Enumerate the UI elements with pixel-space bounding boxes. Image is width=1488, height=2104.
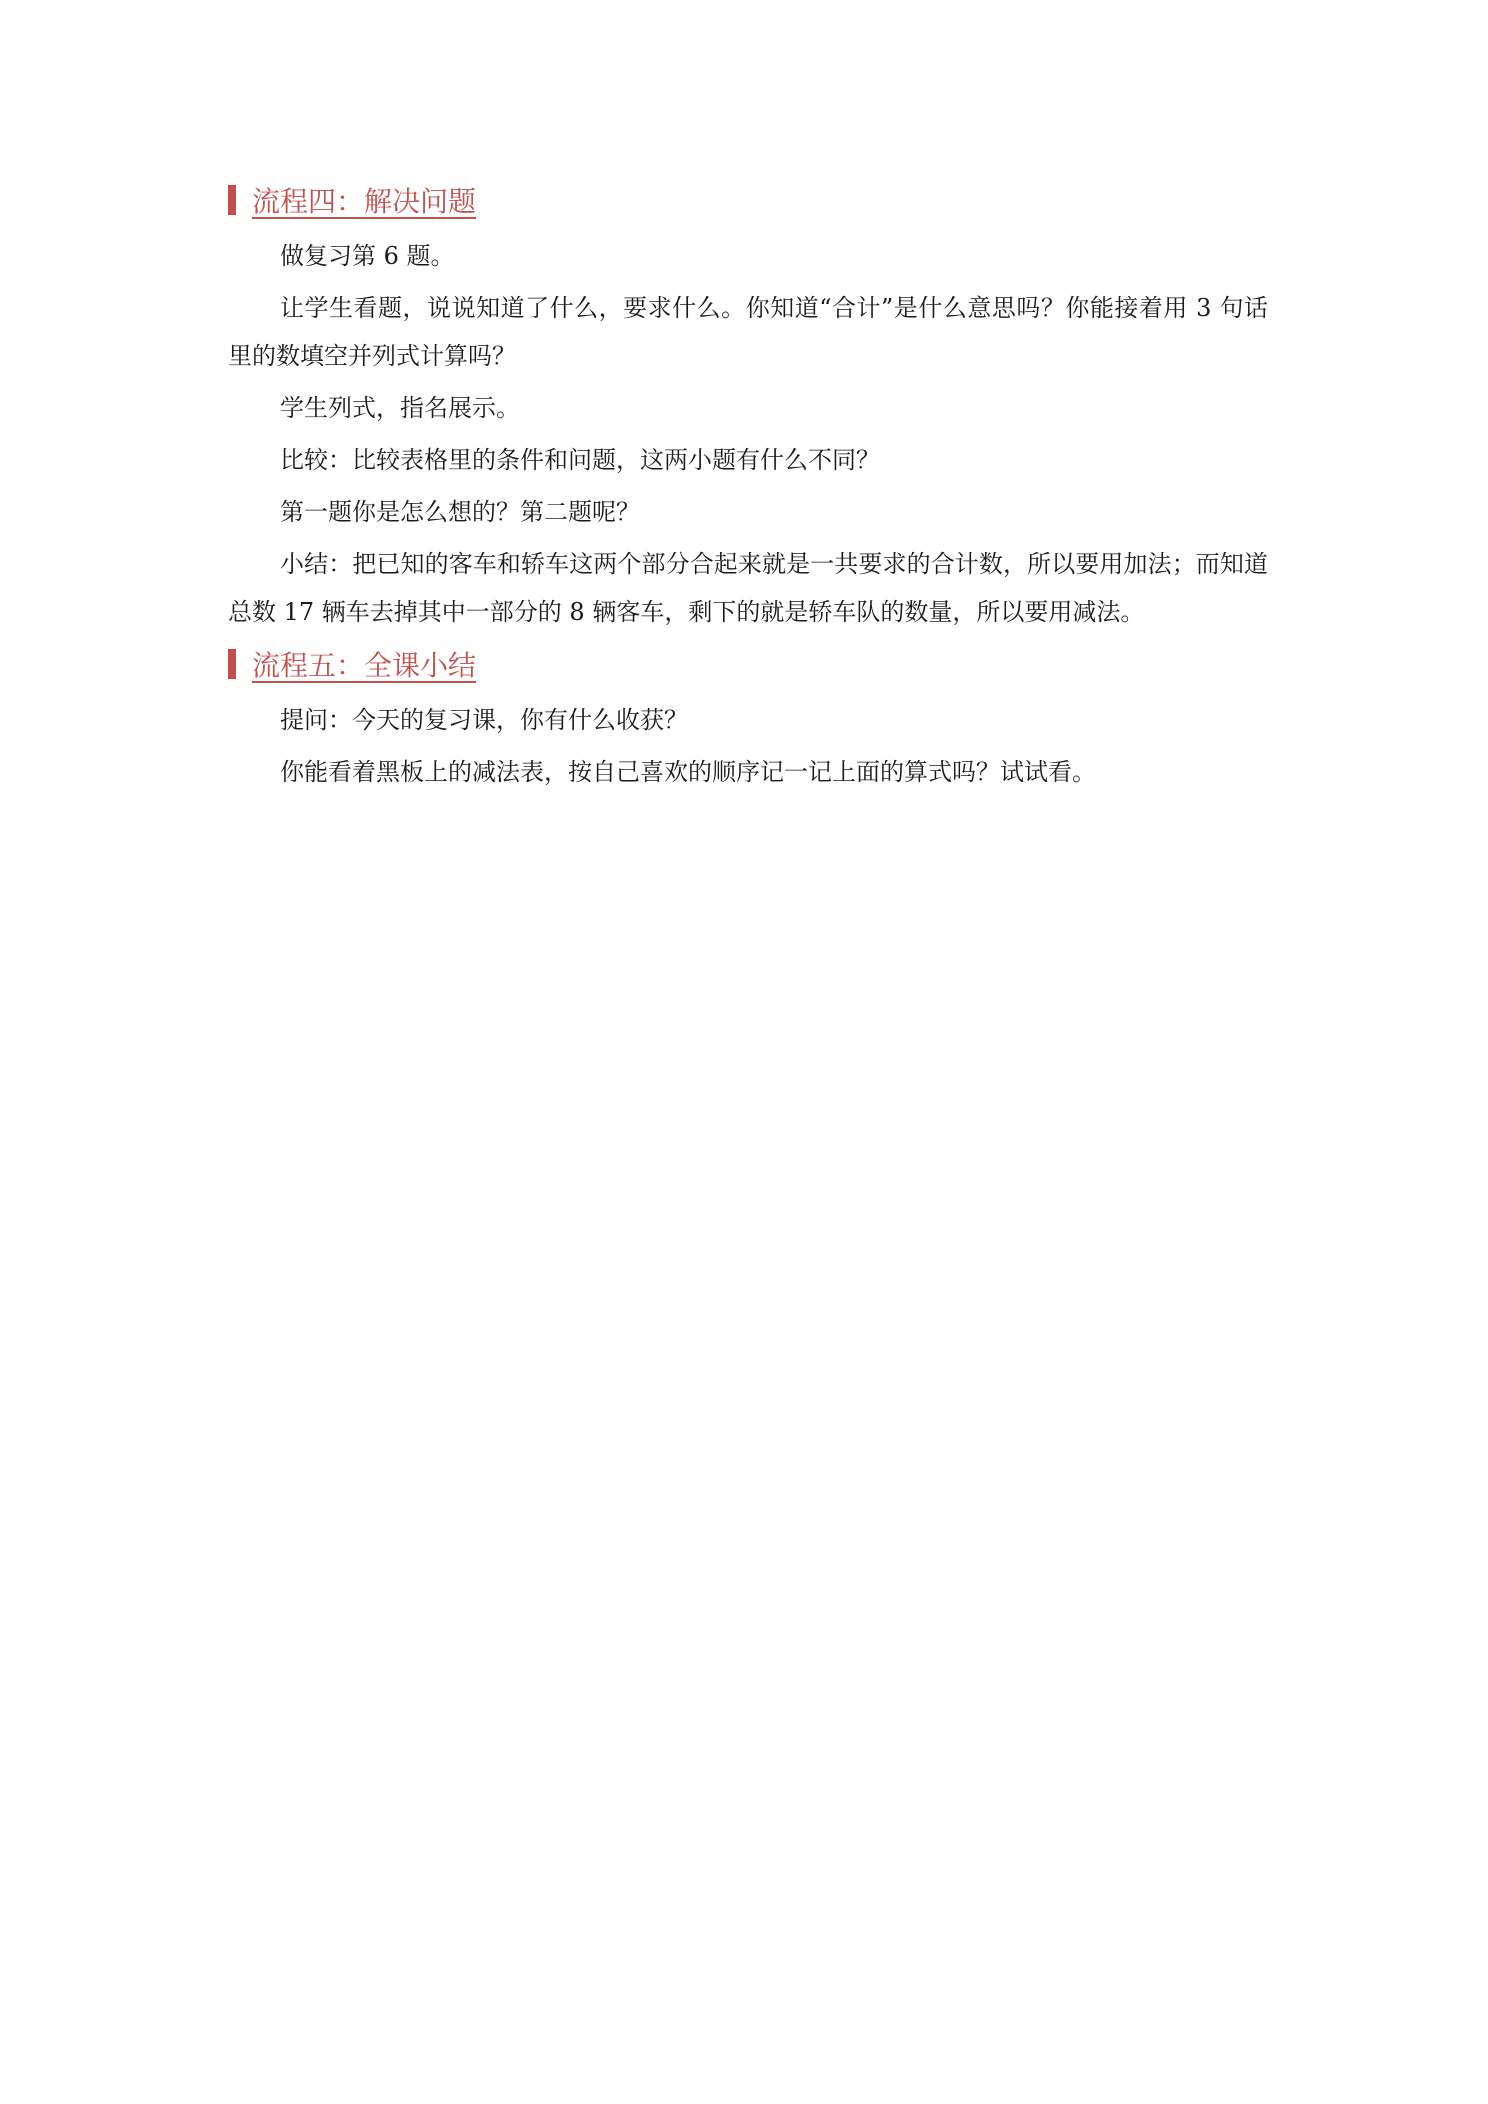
paragraph: 做复习第 6 题。: [280, 242, 455, 270]
paragraph: 比较：比较表格里的条件和问题，这两小题有什么不同？: [280, 446, 880, 474]
section-flow-four: [228, 178, 1268, 636]
paragraph: 小结：把已知的客车和轿车这两个部分合起来就是一共要求的合计数，所以要用加法；而知道总数 17 辆车去掉其中一部分的 8 辆客车，剩下的就是轿车队的数量，所以要用减法。: [228, 550, 1268, 626]
section-title: 流程五：全课小结: [252, 649, 477, 682]
document-content: [228, 178, 1268, 800]
paragraph: 第一题你是怎么想的？第二题呢？: [280, 498, 640, 526]
section-flow-five: [228, 642, 1268, 796]
paragraph: 学生列式，指名展示。: [280, 394, 520, 422]
paragraph: 提问：今天的复习课，你有什么收获？: [280, 706, 688, 734]
heading-marker-bar: [228, 649, 236, 679]
section-title: 流程四：解决问题: [252, 185, 477, 218]
heading-marker-bar: [228, 185, 236, 215]
paragraph: 让学生看题，说说知道了什么，要求什么。你知道“合计”是什么意思吗？你能接着用 3 句话里的数填空并列式计算吗？: [228, 294, 1268, 370]
section-heading: [228, 642, 1268, 686]
section-heading: [228, 178, 1268, 222]
paragraph: 你能看着黑板上的减法表，按自己喜欢的顺序记一记上面的算式吗？试试看。: [280, 758, 1096, 786]
